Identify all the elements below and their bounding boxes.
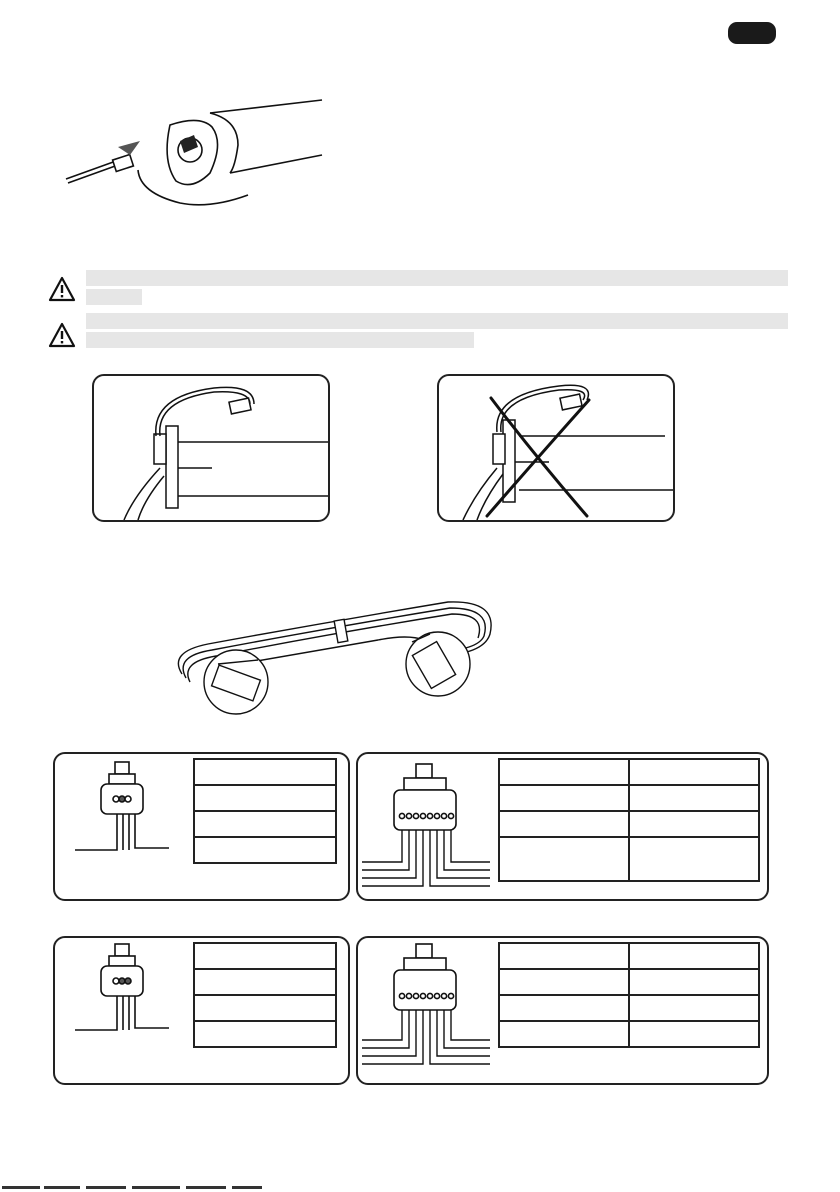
rj11-connector-icon [73, 760, 183, 860]
warning-bar [86, 313, 788, 329]
correct-install-panel [92, 374, 330, 522]
table-cell [499, 811, 629, 837]
rj45-connector-icon [360, 762, 492, 896]
table-cell [629, 785, 759, 811]
pinout-panel [53, 752, 350, 901]
pinout-table [193, 942, 337, 1048]
table-cell [499, 785, 629, 811]
table-cell [499, 943, 629, 969]
warning-triangle-icon [48, 322, 76, 348]
warning-bar [86, 332, 474, 348]
pinout-panel [53, 936, 350, 1085]
table-cell [499, 759, 629, 785]
table-cell [629, 1021, 759, 1047]
pinout-table [498, 942, 760, 1048]
table-cell [194, 969, 336, 995]
table-cell [629, 837, 759, 881]
pinout-panel [356, 752, 769, 901]
table-cell [194, 943, 336, 969]
motor-with-plug-illustration [60, 95, 330, 220]
table-cell [499, 1021, 629, 1047]
language-badge [728, 22, 776, 44]
warning-bar [86, 270, 788, 286]
table-cell [194, 759, 336, 785]
table-cell [629, 759, 759, 785]
table-cell [194, 837, 336, 863]
table-cell [629, 995, 759, 1021]
warning-triangle-icon [48, 276, 76, 302]
table-cell [194, 1021, 336, 1047]
incorrect-install-panel [437, 374, 675, 522]
warning-bar [86, 289, 142, 305]
table-cell [629, 943, 759, 969]
print-registration-strip [0, 1183, 270, 1192]
table-cell [499, 837, 629, 881]
pinout-table [193, 758, 337, 864]
table-cell [499, 969, 629, 995]
pinout-table [498, 758, 760, 882]
incorrect-cable-routing-illustration [439, 376, 673, 520]
table-cell [629, 969, 759, 995]
table-cell [499, 995, 629, 1021]
rj11-connector-icon [73, 942, 183, 1042]
correct-cable-routing-illustration [94, 376, 328, 520]
table-cell [629, 811, 759, 837]
pinout-panel [356, 936, 769, 1085]
rj45-connector-icon [360, 942, 492, 1076]
connection-cable-illustration [168, 594, 500, 720]
table-cell [194, 995, 336, 1021]
table-cell [194, 785, 336, 811]
table-cell [194, 811, 336, 837]
